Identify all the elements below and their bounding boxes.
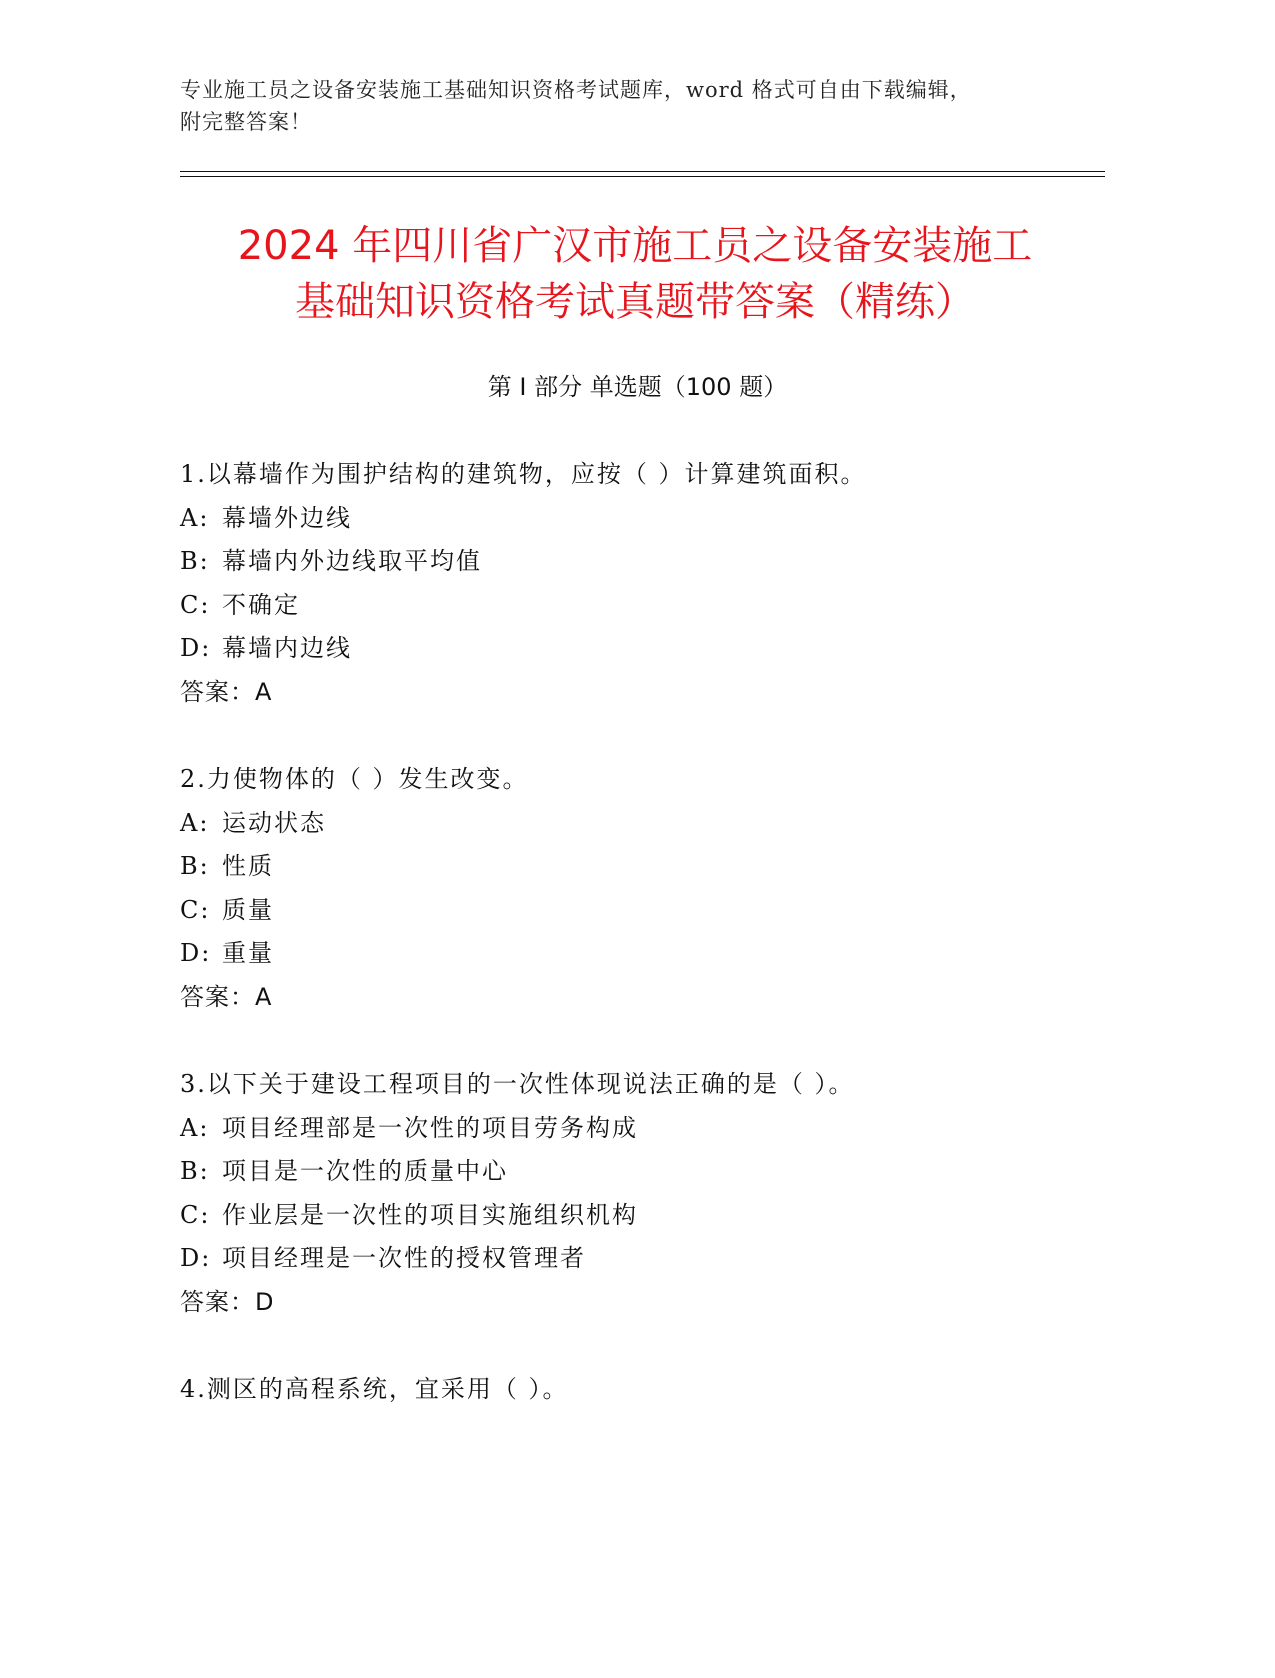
option-text: 作业层是一次性的项目实施组织机构 [222, 1200, 638, 1229]
header-rule-bottom [180, 176, 1105, 177]
option-letter: A: [180, 503, 210, 532]
option-c [180, 589, 1080, 633]
question-stem: 3.以下关于建设工程项目的一次性体现说法正确的是（ ）。 [180, 1070, 855, 1098]
option-letter: A: [180, 808, 210, 837]
option-a [180, 502, 1080, 546]
question-stem: 4.测区的高程系统，宜采用（ ）。 [180, 1375, 569, 1403]
option-d [180, 1242, 1080, 1286]
option-b [180, 545, 1080, 589]
question-4 [180, 1373, 1080, 1678]
header-rule-top [180, 171, 1105, 172]
option-a [180, 1112, 1080, 1156]
option-text: 质量 [222, 895, 274, 924]
option-text: 性质 [222, 852, 274, 881]
option-letter: C: [180, 895, 211, 924]
document-title [160, 218, 1110, 330]
option-text: 幕墙外边线 [222, 503, 352, 532]
option-text: 项目经理是一次性的授权管理者 [222, 1244, 586, 1273]
header-note [180, 74, 1060, 138]
answer-line: 答案：A [180, 677, 273, 706]
option-b [180, 1155, 1080, 1199]
option-text: 幕墙内外边线取平均值 [222, 547, 482, 576]
option-letter: A: [180, 1113, 210, 1142]
question-stem: 2.力使物体的（ ）发生改变。 [180, 765, 529, 793]
document-title-line-2: 基础知识资格考试真题带答案（精练） [295, 279, 975, 325]
option-letter: D: [180, 1244, 212, 1273]
question-3 [180, 1068, 1080, 1373]
option-text: 项目经理部是一次性的项目劳务构成 [222, 1113, 638, 1142]
option-c [180, 894, 1080, 938]
option-text: 重量 [222, 939, 274, 968]
section-heading: 第 I 部分 单选题（100 题） [487, 373, 788, 401]
option-b [180, 850, 1080, 894]
document-title-line-1: 2024 年四川省广汉市施工员之设备安装施工 [237, 223, 1033, 269]
option-text: 不确定 [222, 590, 300, 619]
option-letter: C: [180, 590, 211, 619]
question-list [180, 458, 1080, 1678]
question-1 [180, 458, 1080, 763]
answer-line: 答案：D [180, 1287, 275, 1316]
option-text: 运动状态 [222, 808, 326, 837]
header-note-line-1: 专业施工员之设备安装施工基础知识资格考试题库，word 格式可自由下载编辑， [180, 78, 972, 102]
option-text: 项目是一次性的质量中心 [222, 1157, 508, 1186]
question-2 [180, 763, 1080, 1068]
option-c [180, 1199, 1080, 1243]
answer-line: 答案：A [180, 982, 273, 1011]
option-letter: B: [180, 547, 210, 576]
option-text: 幕墙内边线 [222, 634, 352, 663]
option-letter: B: [180, 852, 210, 881]
option-d [180, 632, 1080, 676]
option-a [180, 807, 1080, 851]
option-letter: C: [180, 1200, 211, 1229]
header-note-line-2: 附完整答案！ [180, 110, 312, 134]
option-letter: D: [180, 939, 212, 968]
question-stem: 1.以幕墙作为围护结构的建筑物，应按（ ）计算建筑面积。 [180, 460, 867, 488]
option-d [180, 937, 1080, 981]
option-letter: D: [180, 634, 212, 663]
option-letter: B: [180, 1157, 210, 1186]
